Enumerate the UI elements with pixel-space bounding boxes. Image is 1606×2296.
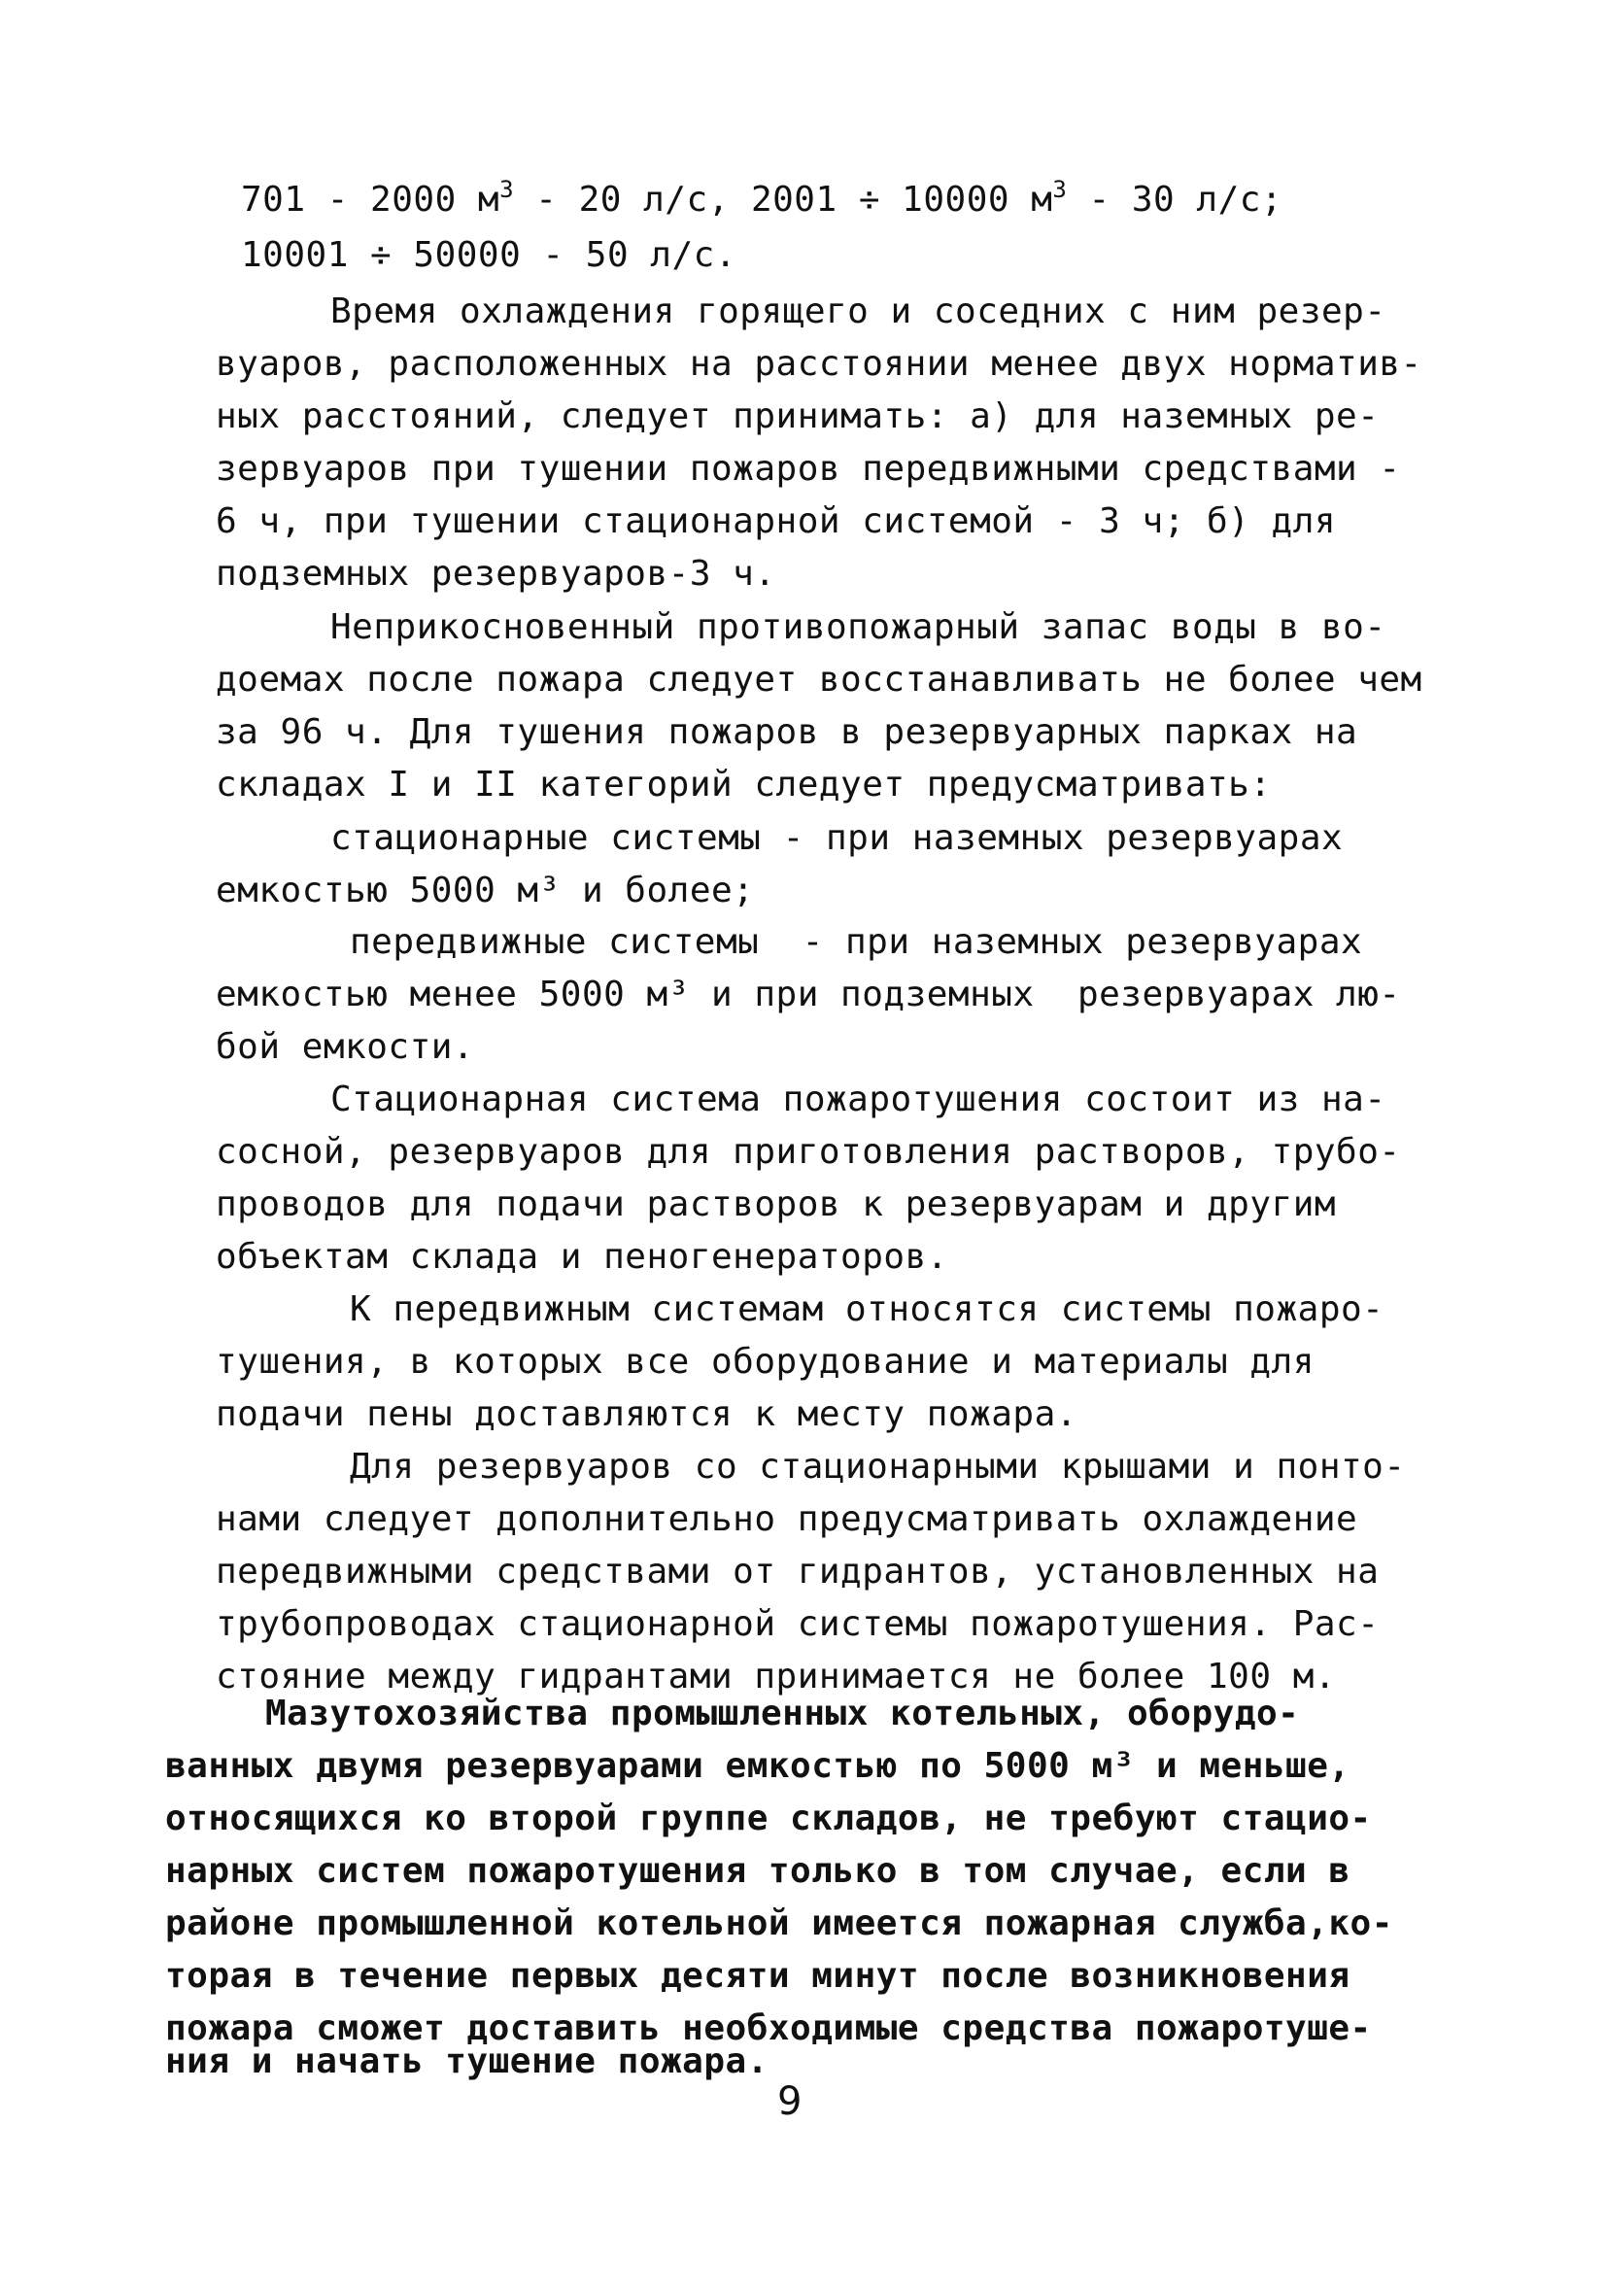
text-line: передвижные системы - при наземных резервуарах xyxy=(350,922,1363,962)
text-line: нами следует дополнительно предусматривать охлаждение xyxy=(216,1499,1358,1539)
text-line: подземных резервуаров-3 ч. xyxy=(216,554,776,594)
text-line: торая в течение первых десяти минут после возникновения xyxy=(165,1956,1350,1996)
text-line: за 96 ч. Для тушения пожаров в резервуарных парках на xyxy=(216,712,1358,752)
text-line: стационарные системы - при наземных резервуарах xyxy=(330,818,1344,858)
text-line: 6 ч, при тушении стационарной системой - 3 ч; б) для xyxy=(216,501,1337,541)
text-line: районе промышленной котельной имеется пожарная служба,ко- xyxy=(165,1903,1393,1943)
text-line: доемах после пожара следует восстанавливать не более чем xyxy=(216,660,1422,700)
text-line: стояние между гидрантами принимается не более 100 м. xyxy=(216,1657,1337,1696)
text-line: трубопроводах стационарной системы пожаротушения. Рас- xyxy=(216,1604,1380,1644)
text-line: 701 - 2000 $м^3 - 20$ л/с, 2001 ÷ 10000 $м^3 - 30$ л/с; xyxy=(241,176,1283,220)
text-line: Неприкосновенный противопожарный запас воды в во- xyxy=(330,607,1386,647)
page-number: 9 xyxy=(777,2079,803,2124)
text-line: ных расстояний, следует принимать: а) для наземных ре- xyxy=(216,396,1380,436)
text-line: Мазутохозяйства промышленных котельных, оборудо- xyxy=(265,1694,1300,1733)
text-line: вуаров, расположенных на расстоянии менее двух норматив- xyxy=(216,344,1422,384)
text-line: сосной, резервуаров для приготовления растворов, трубо- xyxy=(216,1132,1401,1172)
text-line: емкостью менее 5000 м³ и при подземных резервуарах лю- xyxy=(216,975,1401,1014)
text-line: нарных систем пожаротушения только в том случае, если в xyxy=(165,1851,1350,1891)
text-line: 10001 ÷ 50000 - 50 л/с. xyxy=(241,235,736,275)
text-line: зервуаров при тушении пожаров передвижными средствами - xyxy=(216,449,1401,489)
text-line: Для резервуаров со стационарными крышами и понто- xyxy=(350,1447,1406,1487)
text-line: Стационарная система пожаротушения состоит из на- xyxy=(330,1079,1386,1119)
text-line: емкостью 5000 м³ и более; xyxy=(216,871,755,910)
text-line: ванных двумя резервуарами емкостью по 5000 м³ и меньше, xyxy=(165,1746,1350,1786)
text-line: проводов для подачи растворов к резервуарам и другим xyxy=(216,1184,1337,1224)
text-line: Время охлаждения горящего и соседних с ним резер- xyxy=(330,291,1386,331)
text-line: пожара сможет доставить необходимые средства пожаротуше- xyxy=(165,2008,1372,2048)
text-line: объектам склада и пеногенераторов. xyxy=(216,1237,948,1277)
text-line: тушения, в которых все оборудование и материалы для xyxy=(216,1342,1315,1382)
text-line: К передвижным системам относятся системы пожаро- xyxy=(350,1289,1384,1329)
text-line: передвижными средствами от гидрантов, установленных на xyxy=(216,1552,1380,1592)
text-line: подачи пены доставляются к месту пожара. xyxy=(216,1394,1077,1434)
text-line: ния и начать тушение пожара. xyxy=(165,2041,769,2081)
text-line: относящихся ко второй группе складов, не требуют стацио- xyxy=(165,1799,1372,1838)
text-line: бой емкости. xyxy=(216,1027,475,1067)
text-line: складах I и II категорий следует предусматривать: xyxy=(216,765,1272,805)
